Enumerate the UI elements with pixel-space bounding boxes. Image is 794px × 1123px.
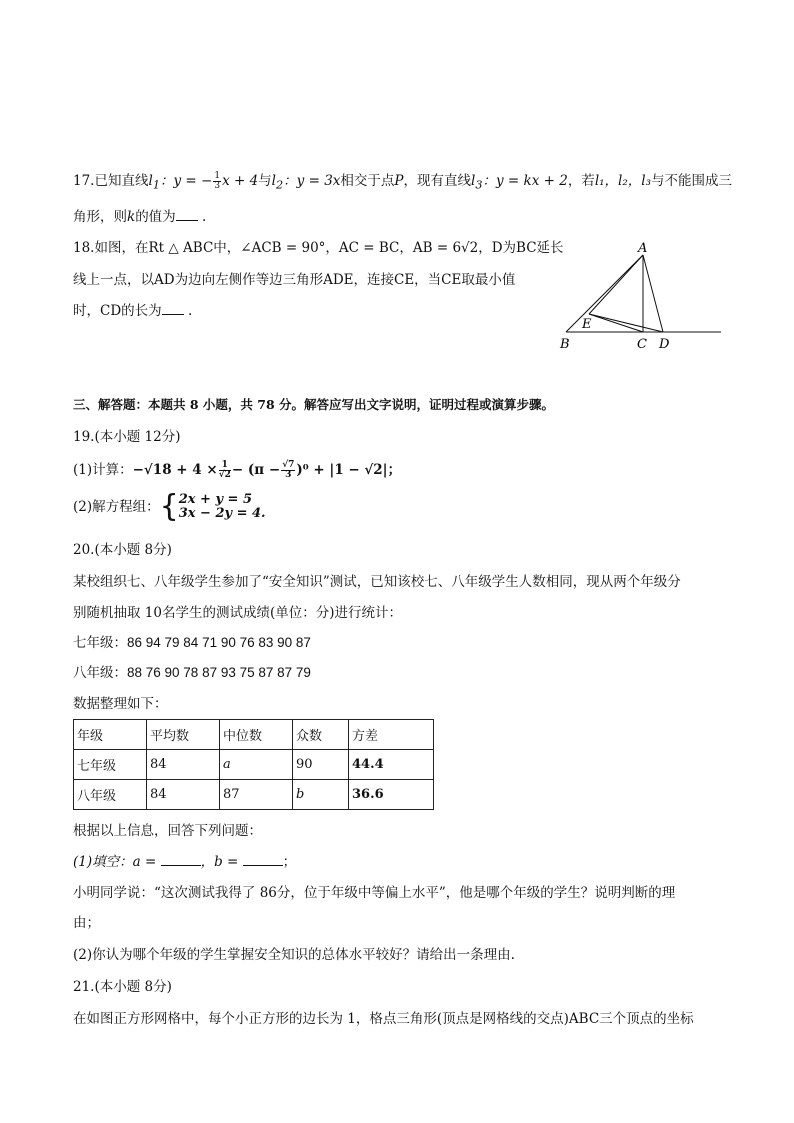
q20-part2: (2)你认为哪个年级的学生掌握安全知识的总体水平较好？请给出一条理由. xyxy=(73,947,515,963)
q17-l2: l xyxy=(271,173,276,189)
q20-stats-table xyxy=(73,719,434,810)
answer-blank-b xyxy=(243,852,283,866)
q20-after: 根据以上信息，回答下列问题： xyxy=(73,823,262,839)
q17-eq1-post: x + 4 xyxy=(222,173,259,189)
q20-intro1: 某校组织七、八年级学生参加了“安全知识”测试，已知该校七、八年级学生人数相同，现从两个年级分 xyxy=(73,574,681,590)
q19-head: 19.(本小题 12分) xyxy=(73,429,181,445)
label-e: E xyxy=(582,317,592,332)
q20-quote1: 小明同学说：“这次测试我得了 86分，位于年级中等偏上水平”，他是哪个年级的学生？说明判断的理 xyxy=(73,885,676,901)
q20-quote2: 由； xyxy=(73,915,100,931)
q17-lines-list: l₁，l₂，l₃ xyxy=(594,173,652,189)
line-ae xyxy=(589,255,643,314)
q20-head: 20.(本小题 8分) xyxy=(73,542,172,558)
q20-part1: (1)填空：a = ，b = ； xyxy=(73,854,297,870)
q20-table-title: 数据整理如下： xyxy=(73,696,168,712)
q18-geometry-figure xyxy=(556,238,726,358)
q20-grade8-scores: 八年级：88 76 90 78 87 93 75 87 87 79 xyxy=(73,665,311,680)
system-eq2: 3x − 2y = 4. xyxy=(178,506,266,521)
table-row: 八年级 84 87 b 36.6 xyxy=(74,780,434,810)
q18-line1: 18.如图，在Rt △ ABC中，∠ACB = 90°，AC = BC，AB = 6√2，D为BC延长 xyxy=(73,240,564,256)
q19-part2: (2)解方程组：{ 2x + y = 5 3x − 2y = 4. xyxy=(73,489,266,524)
q17-eq3: ：y = kx + 2 xyxy=(482,173,568,189)
system-eq1: 2x + y = 5 xyxy=(178,492,253,507)
q21-line1: 在如图正方形网格中，每个小正方形的边长为 1，格点三角形(顶点是网格线的交点)ABC三个顶点的坐标 xyxy=(73,1011,694,1027)
line-ad xyxy=(643,255,663,332)
q17-line2: 角形，则k的值为 . xyxy=(73,209,207,225)
q17-answer-blank xyxy=(176,207,198,221)
q17-eq2: ：y = 3x xyxy=(283,173,341,189)
line-ec xyxy=(589,314,643,332)
q17-l1-sub: 1 xyxy=(152,178,160,192)
q17-prefix: 17.已知直线 xyxy=(73,173,149,189)
line-ab xyxy=(566,255,643,332)
q18-line2: 线上一点，以AD为边向左侧作等边三角形ADE，连接CE，当CE取最小值 xyxy=(73,272,516,288)
answer-blank-a xyxy=(161,852,201,866)
label-b: B xyxy=(560,337,570,352)
label-d: D xyxy=(659,337,670,352)
table-header-row: 年级 平均数 中位数 众数 方差 xyxy=(74,720,434,750)
label-c: C xyxy=(637,337,647,352)
q17-fraction: $\frac{1}{3}$ xyxy=(214,171,221,191)
q20-intro2: 别随机抽取 10名学生的测试成绩(单位：分)进行统计： xyxy=(73,605,403,621)
q17-line1: 17.已知直线$l_1$：y = − $\frac{1}{3}$ x + 4与$l_2$：y = 3x相交于点P，现有直线$l_3$：y = kx + 2，若l₁，l₂，l₃与不能围成三 xyxy=(73,171,733,192)
q17-l1: l xyxy=(148,173,153,189)
table-row: 七年级 84 a 90 44.4 xyxy=(74,750,434,780)
q20-grade7-scores: 七年级：86 94 79 84 71 90 76 83 90 87 xyxy=(73,635,311,650)
brace-symbol: { xyxy=(159,489,179,524)
q21-head: 21.(本小题 8分) xyxy=(73,979,172,995)
section3-title: 三、解答题：本题共 8 小题，共 78 分。解答应写出文字说明，证明过程或演算步骤。 xyxy=(73,397,555,412)
label-a: A xyxy=(638,241,648,256)
q17-eq1-pre: ：y = − xyxy=(159,173,213,189)
line-ed xyxy=(589,314,663,332)
q18-line3: 时，CD的长为 . xyxy=(73,303,193,319)
q19-part1: (1)计算：−√18 + 4 × $\frac{1}{√2}$ − (π − $\frac{√7}{3}$ )⁰ + |1 − √2|； xyxy=(73,460,402,480)
q18-answer-blank xyxy=(162,301,184,315)
